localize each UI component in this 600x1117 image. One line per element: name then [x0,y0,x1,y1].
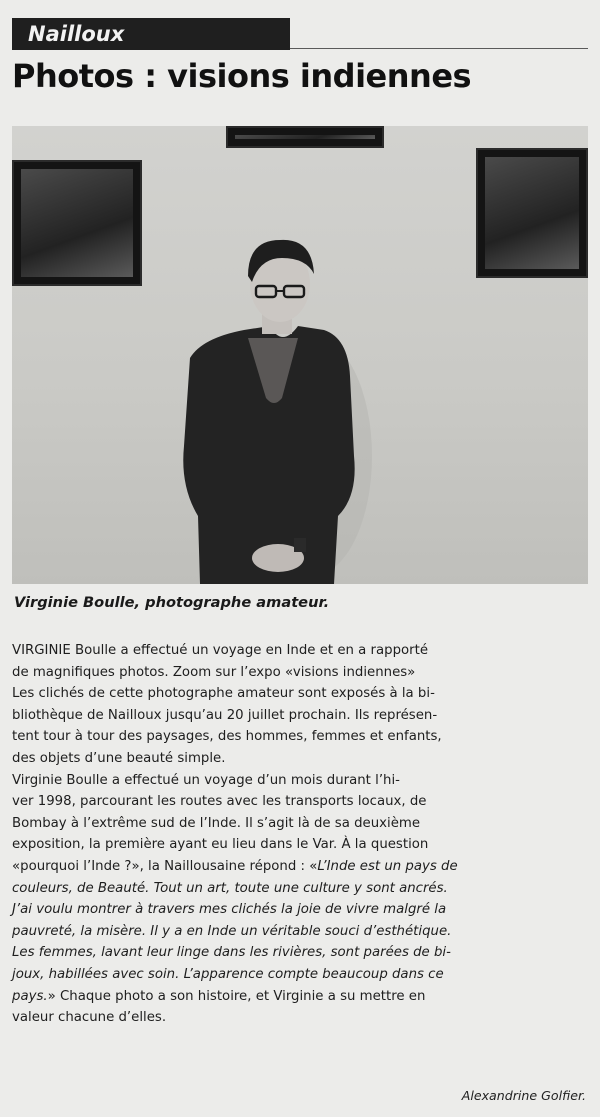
article-body [12,640,588,1029]
article-line [12,899,588,921]
quote-text: pays. [12,988,48,1004]
article-line [12,683,588,705]
article-line [12,813,588,835]
article-line [12,856,588,878]
article-line [12,878,588,900]
quote-text: J’ai voulu montrer à travers mes clichés la joie de vivre malgré la [12,902,447,918]
article-line [12,640,588,662]
article-headline: Photos : visions indiennes [12,57,472,95]
article-line [12,748,588,770]
article-line [12,964,588,986]
body-text-segment: Virginie Boulle a effectué un voyage d’un mois durant l’hi- [12,772,400,788]
body-text-segment: exposition, la première ayant eu lieu dans le Var. À la question [12,837,429,853]
quote-text: couleurs, de Beauté. Tout un art, toute une culture y sont ancrés. [12,880,448,896]
article-line [12,1007,588,1029]
body-text-segment: Les clichés de cette photographe amateur sont exposés à la bi- [12,686,435,702]
body-text-segment: ver 1998, parcourant les routes avec les transports locaux, de [12,794,427,810]
article-line [12,662,588,684]
article-line [12,942,588,964]
body-text-segment: Bombay à l’extrême sud de l’Inde. Il s’agit là de sa deuxième [12,815,421,831]
article-line [12,921,588,943]
photo-caption: Virginie Boulle, photographe amateur. [14,594,330,611]
body-text-segment: «pourquoi l’Inde ?», la Naillousaine répond : « [12,858,318,874]
body-text-segment: bliothèque de Nailloux jusqu’au 20 juillet prochain. Ils représen- [12,707,438,723]
quote-text: pauvreté, la misère. Il y a en Inde un véritable souci d’esthétique. [12,923,452,939]
body-text-segment: de magnifiques photos. Zoom sur l’expo «visions indiennes» [12,664,416,680]
article-line [12,834,588,856]
body-text-segment: VIRGINIE Boulle a effectué un voyage en Inde et en a rapporté [12,643,429,658]
article-photo [12,126,588,584]
section-rubric: Nailloux [12,18,290,50]
article-line [12,770,588,792]
rubric-rule [290,48,588,49]
article-line [12,726,588,748]
article-line [12,986,588,1008]
quote-text: joux, habillées avec soin. L’apparence compte beaucoup dans ce [12,966,444,982]
quote-text: L’Inde est un pays de [317,858,458,874]
body-text-segment: tent tour à tour des paysages, des hommes, femmes et enfants, [12,729,442,745]
photographer-figure [12,126,588,584]
body-text-segment: » Chaque photo a son histoire, et Virginie a su mettre en [47,988,426,1004]
body-text-segment: valeur chacune d’elles. [12,1010,167,1026]
article-line [12,705,588,727]
article-line [12,791,588,813]
quote-text: Les femmes, lavant leur linge dans les rivières, sont parées de bi- [12,945,451,961]
author-signature: Alexandrine Golfier. [461,1088,586,1103]
body-text-segment: des objets d’une beauté simple. [12,750,226,766]
